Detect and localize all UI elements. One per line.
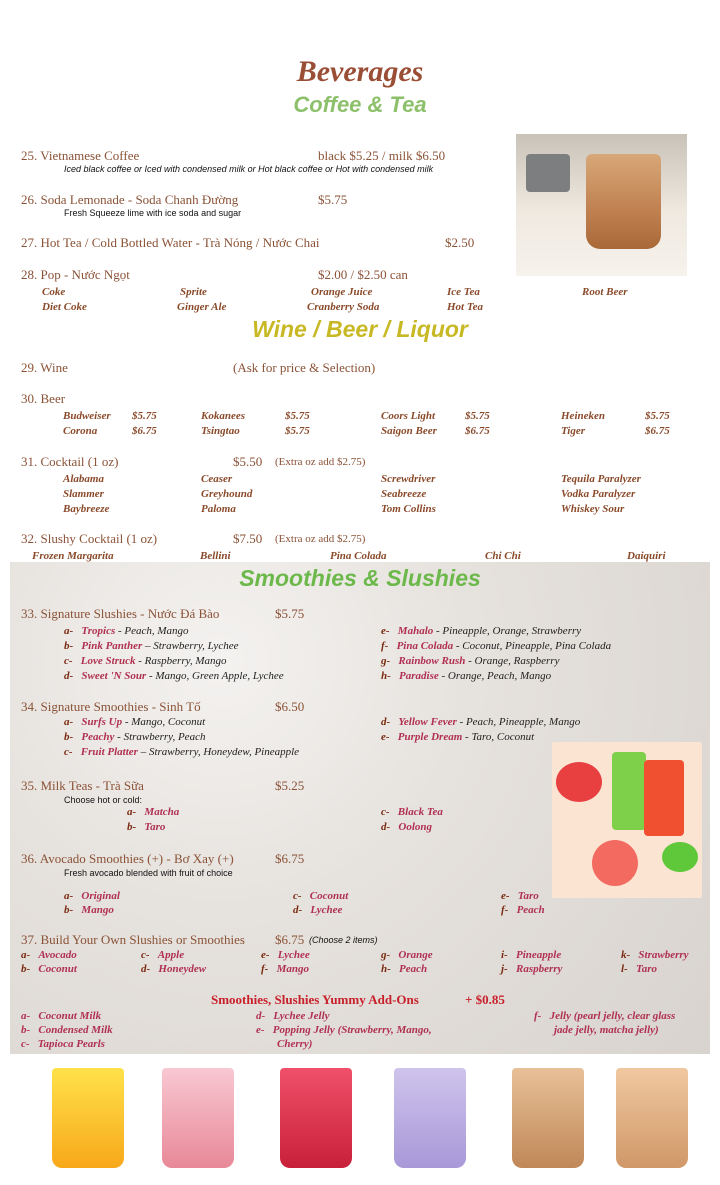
slushie-option: b- Pink Panther – Strawberry, Lychee (64, 640, 239, 652)
menu-item-31: 31. Cocktail (1 oz) (21, 454, 119, 469)
addons-title: Smoothies, Slushies Yummy Add-Ons (211, 992, 419, 1007)
pop-item: Cranberry Soda (307, 301, 380, 313)
cocktail-item: Screwdriver (381, 473, 436, 485)
pop-item: Root Beer (582, 286, 628, 298)
beer-price: $6.75 (645, 425, 670, 437)
build-option: b- Coconut (21, 963, 77, 975)
slushy-cocktail-item: Bellini (200, 550, 231, 562)
menu-item-28-price: $2.00 / $2.50 can (318, 267, 408, 282)
beer-price: $5.75 (132, 410, 157, 422)
smoothie-option: e- Purple Dream - Taro, Coconut (381, 731, 535, 743)
slushy-cocktail-item: Daiquiri (627, 550, 666, 562)
menu-item-32-extra: (Extra oz add $2.75) (275, 533, 366, 545)
avocado-option: d- Lychee (293, 904, 343, 916)
menu-item-33-price: $5.75 (275, 606, 305, 621)
beer-name: Coors Light (381, 410, 436, 422)
build-option: j- Raspberry (501, 963, 563, 975)
menu-item-37-price: $6.75 (275, 932, 305, 947)
addon-item: b- Condensed Milk (21, 1024, 113, 1036)
jelly-drinks-photo (552, 742, 702, 898)
cocktail-item: Seabreeze (381, 488, 427, 500)
menu-item-36-price: $6.75 (275, 851, 305, 866)
addon-item: c- Tapioca Pearls (21, 1038, 105, 1050)
build-option: e- Lychee (261, 949, 310, 961)
cocktail-item: Greyhound (201, 488, 253, 500)
build-option: h- Peach (381, 963, 428, 975)
beer-name: Saigon Beer (381, 425, 437, 437)
cocktail-item: Ceaser (201, 473, 233, 485)
slushie-option: f- Pina Colada - Coconut, Pineapple, Pina Colada (381, 640, 612, 652)
slushie-option: d- Sweet 'N Sour - Mango, Green Apple, Lychee (64, 670, 284, 682)
slushie-option: h- Paradise - Orange, Peach, Mango (381, 670, 552, 682)
addon-item: e- Popping Jelly (Strawberry, Mango, (256, 1024, 432, 1036)
menu-item-36-note: Fresh avocado blended with fruit of choice (64, 868, 233, 878)
menu-item-35: 35. Milk Teas - Trà Sữa (21, 778, 144, 793)
slushie-option: a- Tropics - Peach, Mango (64, 625, 189, 637)
iced-coffee-cup-shape (586, 154, 661, 249)
slushie-option: g- Rainbow Rush - Orange, Raspberry (381, 655, 560, 667)
menu-item-25: 25. Vietnamese Coffee (21, 148, 140, 163)
addon-item-continued: jade jelly, matcha jelly) (554, 1024, 659, 1036)
section-title-smoothies-slushies: Smoothies & Slushies (239, 565, 481, 591)
cocktail-item: Paloma (201, 503, 236, 515)
menu-item-35-note: Choose hot or cold: (64, 795, 143, 805)
cocktail-item: Alabama (63, 473, 104, 485)
build-option: d- Honeydew (141, 963, 207, 975)
menu-item-37-note: (Choose 2 items) (309, 935, 378, 945)
addon-item-continued: Cherry) (277, 1038, 313, 1050)
beer-price: $5.75 (465, 410, 490, 422)
menu-item-25-note: Iced black coffee or Iced with condensed milk or Hot black coffee or Hot with condensed milk (64, 164, 434, 174)
build-option: i- Pineapple (501, 949, 562, 961)
pop-item: Ice Tea (447, 286, 480, 298)
cocktail-item: Tom Collins (381, 503, 436, 515)
menu-item-26-price: $5.75 (318, 192, 348, 207)
drink-shape-mango (52, 1068, 124, 1168)
build-option: l- Taro (621, 963, 657, 975)
cocktail-item: Vodka Paralyzer (561, 488, 636, 500)
smoothie-option: c- Fruit Platter – Strawberry, Honeydew, Pineapple (64, 746, 300, 758)
menu-item-31-extra: (Extra oz add $2.75) (275, 456, 366, 468)
menu-item-31-price: $5.50 (233, 454, 263, 469)
pop-item: Sprite (180, 286, 207, 298)
menu-item-33: 33. Signature Slushies - Nước Đá Bào (21, 606, 220, 621)
milk-tea-option: d- Oolong (381, 821, 433, 833)
build-option: c- Apple (141, 949, 185, 961)
beer-price: $6.75 (132, 425, 157, 437)
drinks-banner-photo (12, 1058, 708, 1176)
beer-price: $5.75 (645, 410, 670, 422)
pop-item: Orange Juice (311, 286, 373, 298)
menu-item-28: 28. Pop - Nước Ngọt (21, 267, 130, 282)
avocado-option: f- Peach (501, 904, 545, 916)
menu-item-32-price: $7.50 (233, 531, 263, 546)
beer-name: Tiger (561, 425, 586, 437)
cocktail-item: Tequila Paralyzer (561, 473, 641, 485)
pop-item: Ginger Ale (177, 301, 227, 313)
milk-tea-option: c- Black Tea (381, 806, 443, 818)
menu-item-34-price: $6.50 (275, 699, 305, 714)
menu-item-26-note: Fresh Squeeze lime with ice soda and sugar (64, 208, 242, 218)
drink-shape-strawberry (162, 1068, 234, 1168)
page-title: Beverages (296, 55, 424, 88)
drink-shape-taro (394, 1068, 466, 1168)
cocktail-item: Whiskey Sour (561, 503, 625, 515)
menu-item-29: 29. Wine (21, 360, 68, 375)
menu-item-34: 34. Signature Smoothies - Sinh Tố (21, 699, 201, 714)
slushy-cocktail-item: Frozen Margarita (32, 550, 114, 562)
avocado-option: c- Coconut (293, 890, 349, 902)
addon-item: a- Coconut Milk (21, 1010, 102, 1022)
section-title-wine-beer-liquor: Wine / Beer / Liquor (252, 316, 468, 342)
menu-item-36: 36. Avocado Smoothies (+) - Bơ Xay (+) (21, 851, 234, 866)
slushy-cocktail-item: Pina Colada (330, 550, 387, 562)
pop-item: Diet Coke (42, 301, 87, 313)
pop-item: Coke (42, 286, 66, 298)
slushie-option: e- Mahalo - Pineapple, Orange, Strawberry (381, 625, 582, 637)
beer-price: $5.75 (285, 410, 310, 422)
beer-price: $6.75 (465, 425, 490, 437)
addon-item: d- Lychee Jelly (256, 1010, 330, 1022)
section-title-coffee-tea: Coffee & Tea (293, 92, 427, 117)
pop-item: Hot Tea (447, 301, 483, 313)
addon-item: f- Jelly (pearl jelly, clear glass (534, 1010, 676, 1022)
slushy-cocktail-item: Chi Chi (485, 550, 521, 562)
beer-price: $5.75 (285, 425, 310, 437)
drink-shape-milk-tea (512, 1068, 584, 1168)
milk-tea-option: b- Taro (127, 821, 166, 833)
build-option: f- Mango (261, 963, 309, 975)
cocktail-item: Baybreeze (63, 503, 110, 515)
beer-name: Heineken (561, 410, 605, 422)
avocado-option: e- Taro (501, 890, 539, 902)
drink-shape-raspberry (280, 1068, 352, 1168)
menu-item-30: 30. Beer (21, 391, 66, 406)
menu-item-26: 26. Soda Lemonade - Soda Chanh Đường (21, 192, 239, 207)
drink-shape-coffee (616, 1068, 688, 1168)
avocado-option: a- Original (64, 890, 120, 902)
avocado-option: b- Mango (64, 904, 114, 916)
addons-price: + $0.85 (465, 992, 505, 1007)
milk-tea-option: a- Matcha (127, 806, 180, 818)
beer-name: Budweiser (63, 410, 111, 422)
beer-name: Kokanees (201, 410, 245, 422)
smoothie-option: d- Yellow Fever - Peach, Pineapple, Mango (381, 716, 581, 728)
coffee-filter-shape (526, 154, 570, 192)
smoothie-option: a- Surfs Up - Mango, Coconut (64, 716, 206, 728)
build-option: k- Strawberry (621, 949, 689, 961)
smoothie-option: b- Peachy - Strawberry, Peach (64, 731, 206, 743)
menu-item-32: 32. Slushy Cocktail (1 oz) (21, 531, 158, 546)
menu-item-27: 27. Hot Tea / Cold Bottled Water - Trà Nóng / Nước Chai (21, 235, 320, 250)
beer-name: Corona (63, 425, 98, 437)
build-option: a- Avocado (21, 949, 77, 961)
build-option: g- Orange (381, 949, 433, 961)
menu-item-29-note: (Ask for price & Selection) (233, 360, 376, 375)
beer-name: Tsingtao (201, 425, 240, 437)
menu-item-25-price: black $5.25 / milk $6.50 (318, 148, 446, 163)
menu-item-37: 37. Build Your Own Slushies or Smoothies (21, 932, 245, 947)
menu-item-27-price: $2.50 (445, 235, 475, 250)
cocktail-item: Slammer (63, 488, 104, 500)
slushie-option: c- Love Struck - Raspberry, Mango (64, 655, 227, 667)
vietnamese-coffee-photo (516, 134, 687, 276)
menu-item-35-price: $5.25 (275, 778, 305, 793)
